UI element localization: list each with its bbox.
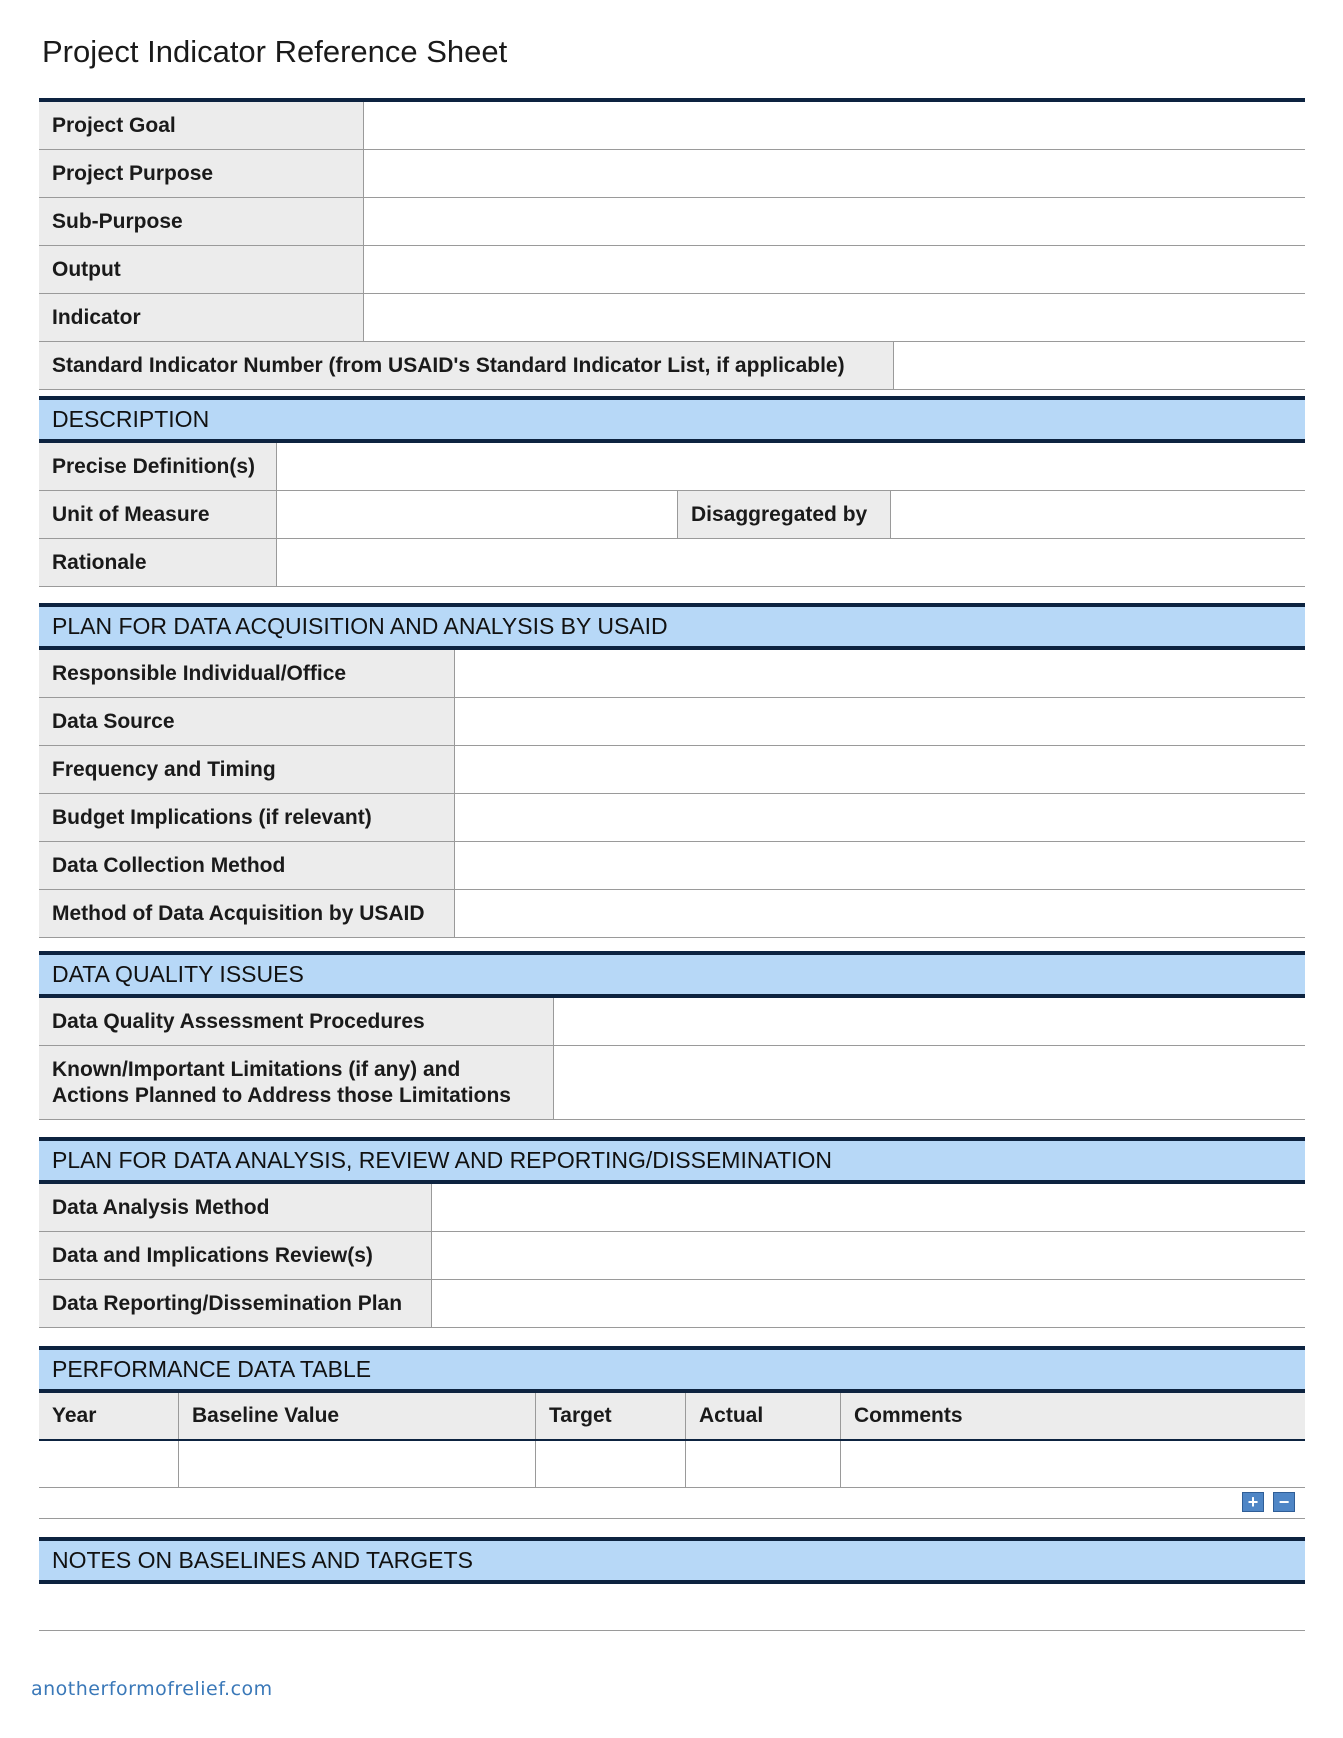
rationale-row	[39, 539, 1305, 587]
precise-definition-field[interactable]	[277, 443, 1305, 490]
implications-review-label: Data and Implications Review(s)	[39, 1232, 432, 1279]
project-purpose-row	[39, 150, 1305, 198]
sub-purpose-label: Sub-Purpose	[39, 198, 364, 245]
year-cell[interactable]	[39, 1441, 179, 1487]
rationale-label: Rationale	[39, 539, 277, 586]
analysis-method-field[interactable]	[432, 1184, 1305, 1231]
limitations-label	[39, 1046, 554, 1119]
notes-heading: NOTES ON BASELINES AND TARGETS	[39, 1537, 1305, 1584]
output-row	[39, 246, 1305, 294]
add-row-button[interactable]: +	[1242, 1492, 1264, 1512]
limitations-label-line-2: Actions Planned to Address those Limitations	[52, 1083, 511, 1107]
project-goal-field[interactable]	[364, 102, 1305, 149]
dissemination-plan-field[interactable]	[432, 1280, 1305, 1327]
project-purpose-label: Project Purpose	[39, 150, 364, 197]
collection-method-field[interactable]	[455, 842, 1305, 889]
output-field[interactable]	[364, 246, 1305, 293]
frequency-timing-field[interactable]	[455, 746, 1305, 793]
unit-of-measure-row	[39, 491, 1305, 539]
limitations-label-line-1: Known/Important Limitations (if any) and	[52, 1057, 461, 1081]
project-goal-label: Project Goal	[39, 102, 364, 149]
watermark: anotherformofrelief.com	[31, 1678, 273, 1700]
precise-definition-label: Precise Definition(s)	[39, 443, 277, 490]
standard-indicator-label: Standard Indicator Number (from USAID's Standard Indicator List, if applicable)	[39, 342, 894, 389]
plan-acquisition-section	[39, 603, 1305, 938]
project-goal-row	[39, 102, 1305, 150]
responsible-office-field[interactable]	[455, 650, 1305, 697]
precise-definition-row	[39, 443, 1305, 491]
description-heading: DESCRIPTION	[39, 396, 1305, 443]
budget-implications-label: Budget Implications (if relevant)	[39, 794, 455, 841]
budget-implications-field[interactable]	[455, 794, 1305, 841]
data-quality-section	[39, 951, 1305, 1120]
disaggregated-by-label: Disaggregated by	[678, 491, 891, 538]
row-controls	[39, 1488, 1305, 1519]
output-label: Output	[39, 246, 364, 293]
budget-implications-row	[39, 794, 1305, 842]
indicator-field[interactable]	[364, 294, 1305, 341]
indicator-row	[39, 294, 1305, 342]
description-section	[39, 396, 1305, 587]
comments-cell[interactable]	[841, 1441, 1305, 1487]
unit-of-measure-field[interactable]	[277, 491, 678, 538]
plan-acquisition-heading: PLAN FOR DATA ACQUISITION AND ANALYSIS BY USAID	[39, 603, 1305, 650]
acquisition-method-field[interactable]	[455, 890, 1305, 937]
data-source-row	[39, 698, 1305, 746]
column-actual: Actual	[686, 1393, 841, 1439]
performance-header-row	[39, 1393, 1305, 1441]
actual-cell[interactable]	[686, 1441, 841, 1487]
acquisition-method-label: Method of Data Acquisition by USAID	[39, 890, 455, 937]
dissemination-plan-row	[39, 1280, 1305, 1328]
sub-purpose-field[interactable]	[364, 198, 1305, 245]
performance-heading: PERFORMANCE DATA TABLE	[39, 1346, 1305, 1393]
implications-review-row	[39, 1232, 1305, 1280]
column-year: Year	[39, 1393, 179, 1439]
acquisition-method-row	[39, 890, 1305, 938]
limitations-field[interactable]	[554, 1046, 1305, 1119]
column-baseline-value: Baseline Value	[179, 1393, 536, 1439]
dissemination-plan-label: Data Reporting/Dissemination Plan	[39, 1280, 432, 1327]
standard-indicator-row	[39, 342, 1305, 390]
target-cell[interactable]	[536, 1441, 686, 1487]
indicator-label: Indicator	[39, 294, 364, 341]
unit-of-measure-label: Unit of Measure	[39, 491, 277, 538]
data-source-label: Data Source	[39, 698, 455, 745]
assessment-procedures-row	[39, 998, 1305, 1046]
notes-section	[39, 1537, 1305, 1631]
plan-analysis-heading: PLAN FOR DATA ANALYSIS, REVIEW AND REPORTING/DISSEMINATION	[39, 1137, 1305, 1184]
document-title: Project Indicator Reference Sheet	[42, 34, 508, 69]
sub-purpose-row	[39, 198, 1305, 246]
assessment-procedures-label: Data Quality Assessment Procedures	[39, 998, 554, 1045]
column-comments: Comments	[841, 1393, 1305, 1439]
standard-indicator-field[interactable]	[894, 342, 1305, 389]
data-source-field[interactable]	[455, 698, 1305, 745]
data-quality-heading: DATA QUALITY ISSUES	[39, 951, 1305, 998]
notes-field[interactable]	[39, 1584, 1305, 1631]
table-row	[39, 1441, 1305, 1488]
performance-section	[39, 1346, 1305, 1519]
frequency-timing-label: Frequency and Timing	[39, 746, 455, 793]
project-purpose-field[interactable]	[364, 150, 1305, 197]
responsible-office-row	[39, 650, 1305, 698]
implications-review-field[interactable]	[432, 1232, 1305, 1279]
remove-row-button[interactable]: −	[1273, 1492, 1295, 1512]
limitations-row	[39, 1046, 1305, 1120]
column-target: Target	[536, 1393, 686, 1439]
frequency-timing-row	[39, 746, 1305, 794]
top-block	[39, 98, 1305, 390]
collection-method-label: Data Collection Method	[39, 842, 455, 889]
responsible-office-label: Responsible Individual/Office	[39, 650, 455, 697]
assessment-procedures-field[interactable]	[554, 998, 1305, 1045]
plan-analysis-section	[39, 1137, 1305, 1328]
collection-method-row	[39, 842, 1305, 890]
analysis-method-label: Data Analysis Method	[39, 1184, 432, 1231]
baseline-value-cell[interactable]	[179, 1441, 536, 1487]
analysis-method-row	[39, 1184, 1305, 1232]
rationale-field[interactable]	[277, 539, 1305, 586]
disaggregated-by-field[interactable]	[891, 491, 1305, 538]
